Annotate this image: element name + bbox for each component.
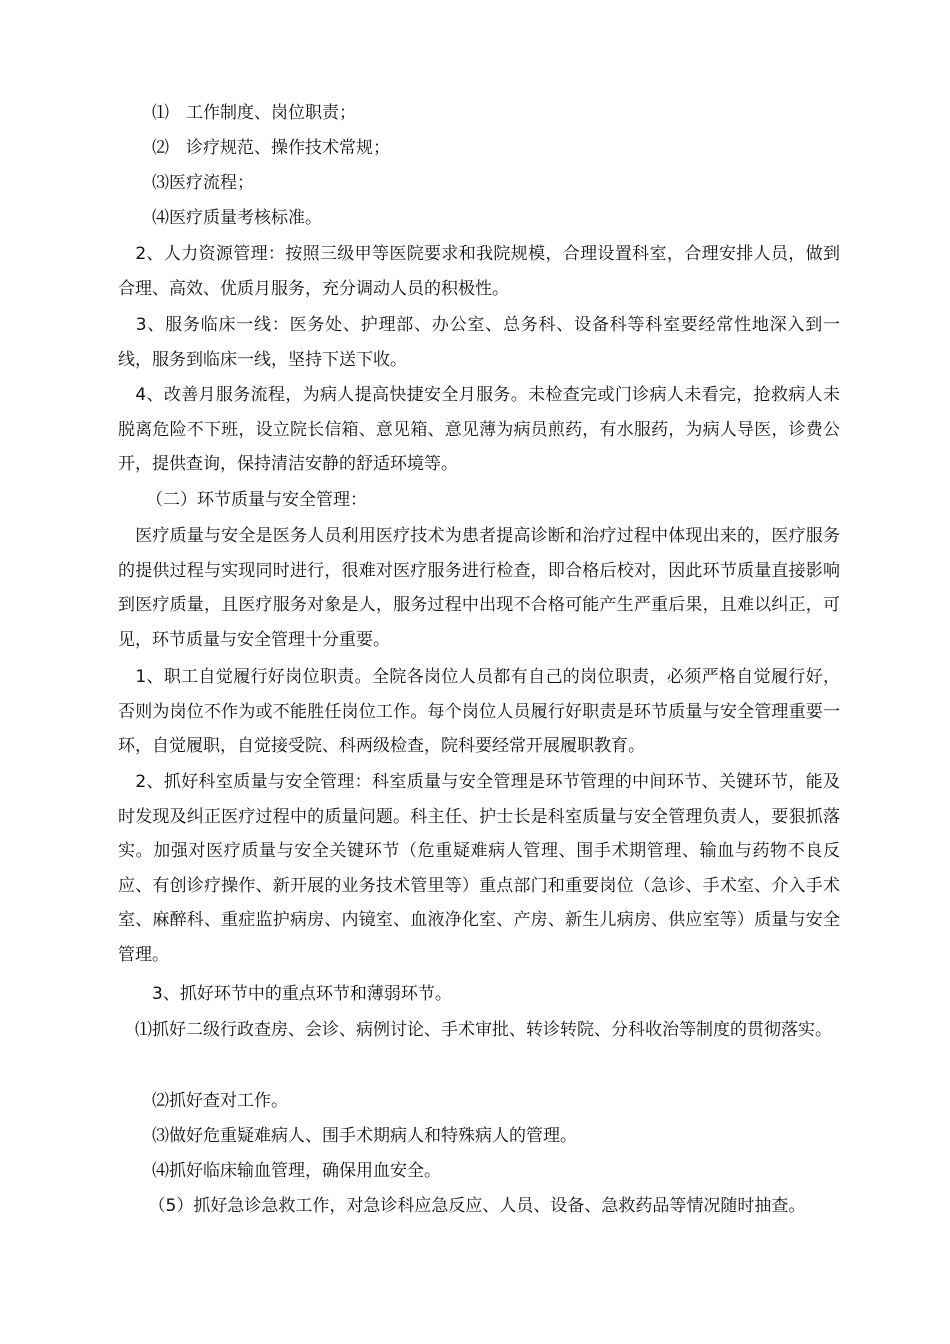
paragraph-department-quality: 2、抓好科室质量与安全管理：科室质量与安全管理是环节管理的中间环节、关键环节，能及时发现及纠正医疗过程中的质量问题。科主任、护士长是科室质量与安全管理负责人，要狠抓落实。加强对医疗质量与安全关键环节（危重疑难病人管理、围手术期管理、输血与药物不良反应、有创诊疗操作、新开展的业务技术管里等）重点部门和重要岗位（急诊、手术室、介入手术室、麻醉科、重症监护病房、内镜室、血液净化室、产房、新生儿病房、供应室等）质量与安全管理。: [118, 772, 840, 965]
paragraph-key-links: 3、抓好环节中的重点环节和薄弱环节。: [152, 984, 452, 1004]
list-item-work-system: ⑴ 工作制度、岗位职责；: [152, 103, 356, 123]
section-heading-link-quality: （二）环节质量与安全管理：: [146, 490, 367, 510]
list-item-checking: ⑵抓好查对工作。: [152, 1091, 288, 1111]
paragraph-job-duty: 1、职工自觉履行好岗位职责。全院各岗位人员都有自己的岗位职责，必须严格自觉履行好，否则为岗位不作为或不能胜任岗位工作。每个岗位人员履行好职责是环节质量与安全管理重要一环，自觉履职，自觉接受院、科两级检查，院科要经常开展履职教育。: [118, 667, 840, 756]
paragraph-clinical-service: 3、服务临床一线：医务处、护理部、办公室、总务科、设备科等科室要经常性地深入到一线，服务到临床一线，坚持下送下收。: [118, 315, 840, 370]
paragraph-service-process: 4、改善月服务流程，为病人提高快捷安全月服务。未检查完或门诊病人未看完，抢救病人未脱离危险不下班，设立院长信箱、意见箱、意见薄为病员煎药，有水服药，为病人导医，诊费公开，提供查询，保持清洁安静的舒适环境等。: [118, 385, 840, 474]
list-item-admin-rounds: ⑴抓好二级行政查房、会诊、病例讨论、手术审批、转诊转院、分科收治等制度的贯彻落实。: [118, 1020, 832, 1040]
list-item-medical-process: ⑶医疗流程；: [152, 173, 254, 193]
paragraph-quality-intro: 医疗质量与安全是医务人员利用医疗技术为患者提高诊断和治疗过程中体现出来的，医疗服务的提供过程与实现同时进行，很难对医疗服务进行检查，即合格后校对，因此环节质量直接影响到医疗质量，且医疗服务对象是人，服务过程中出现不合格可能产生严重后果，且难以纠正，可见，环节质量与安全管理十分重要。: [118, 526, 840, 650]
paragraph-hr-management: 2、人力资源管理：按照三级甲等医院要求和我院规模，合理设置科室，合理安排人员，做到合理、高效、优质月服务，充分调动人员的积极性。: [118, 244, 840, 299]
list-item-emergency: （5）抓好急诊急救工作，对急诊科应急反应、人员、设备、急救药品等情况随时抽查。: [140, 1196, 806, 1216]
list-item-quality-standard: ⑷医疗质量考核标准。: [152, 208, 322, 228]
list-item-diagnosis-norms: ⑵ 诊疗规范、操作技术常规；: [152, 138, 390, 158]
list-item-blood-transfusion: ⑷抓好临床输血管理，确保用血安全。: [152, 1161, 441, 1181]
list-item-critical-patients: ⑶做好危重疑难病人、围手术期病人和特殊病人的管理。: [152, 1126, 577, 1146]
